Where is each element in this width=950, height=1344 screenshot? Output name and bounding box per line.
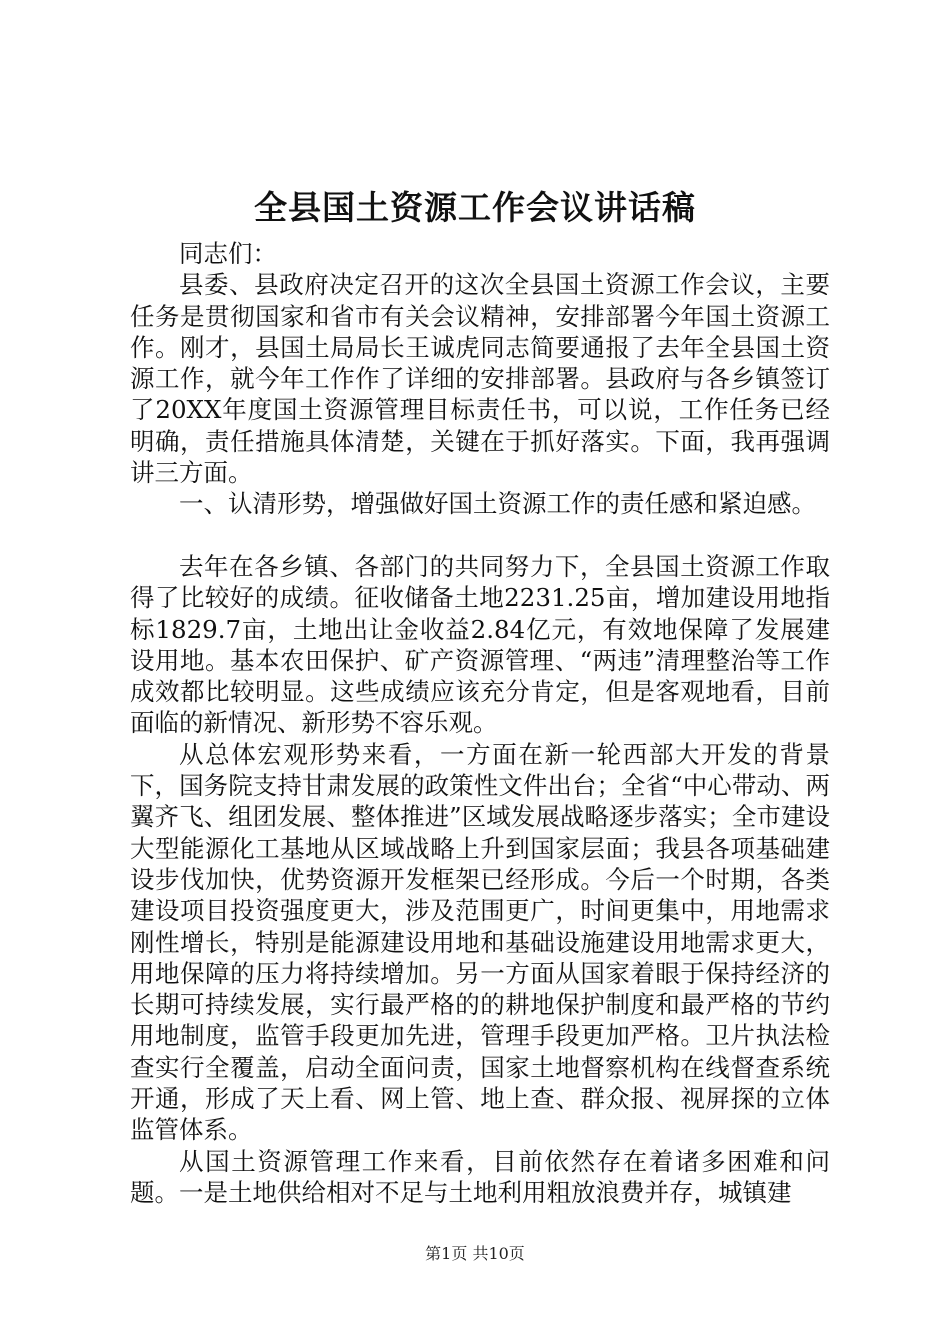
document-title: 全县国土资源工作会议讲话稿 (254, 188, 696, 227)
page-footer (0, 1243, 950, 1265)
document-body (130, 238, 830, 1208)
paragraph-macro-situation: 从总体宏观形势来看，一方面在新一轮西部大开发的背景下，国务院支持甘肃发展的政策性文件出台；全省“中心带动、两翼齐飞、组团发展、整体推进”区域发展战略逐步落实；全市建设大型能源化工基地从区域战略上升到国家层面；我县各项基础建设步伐加快，优势资源开发框架已经形成。今后一个时期，各类建设项目投资强度更大，涉及范围更广，时间更集中，用地需求刚性增长，特别是能源建设用地和基础设施建设用地需求更大，用地保障的压力将持续增加。另一方面从国家着眼于保持经济的长期可持续发展，实行最严格的的耕地保护制度和最严格的节约用地制度，监管手段更加先进，管理手段更加严格。卫片执法检查实行全覆盖，启动全面问责，国家土地督察机构在线督查系统开通，形成了天上看、网上管、地上查、群众报、视屏探的立体监管体系。 (130, 739, 830, 1145)
page-number: 第1页 共10页 (425, 1244, 525, 1263)
paragraph-intro: 县委、县政府决定召开的这次全县国土资源工作会议，主要任务是贯彻国家和省市有关会议精神，安排部署今年国土资源工作。刚才，县国土局局长王诚虎同志简要通报了去年全县国土资源工作，就今年工作作了详细的安排部署。县政府与各乡镇签订了20XX年度国土资源管理目标责任书，可以说，工作任务已经明确，责任措施具体清楚，关键在于抓好落实。下面，我再强调讲三方面。 (130, 270, 830, 488)
paragraph-problems: 从国土资源管理工作来看，目前依然存在着诸多困难和问题。一是土地供给相对不足与土地利用粗放浪费并存，城镇建 (130, 1146, 830, 1207)
section-heading-1: 一、认清形势，增强做好国土资源工作的责任感和紧迫感。 (179, 489, 816, 519)
salutation: 同志们： (179, 239, 277, 268)
paragraph-achievements: 去年在各乡镇、各部门的共同努力下，全县国土资源工作取得了比较好的成绩。征收储备土地2231.25亩，增加建设用地指标1829.7亩，土地出让金收益2.84亿元，有效地保障了发展建设用地。基本农田保护、矿产资源管理、“两违”清理整治等工作成效都比较明显。这些成绩应该充分肯定，但是客观地看，目前面临的新情况、新形势不容乐观。 (130, 551, 830, 738)
